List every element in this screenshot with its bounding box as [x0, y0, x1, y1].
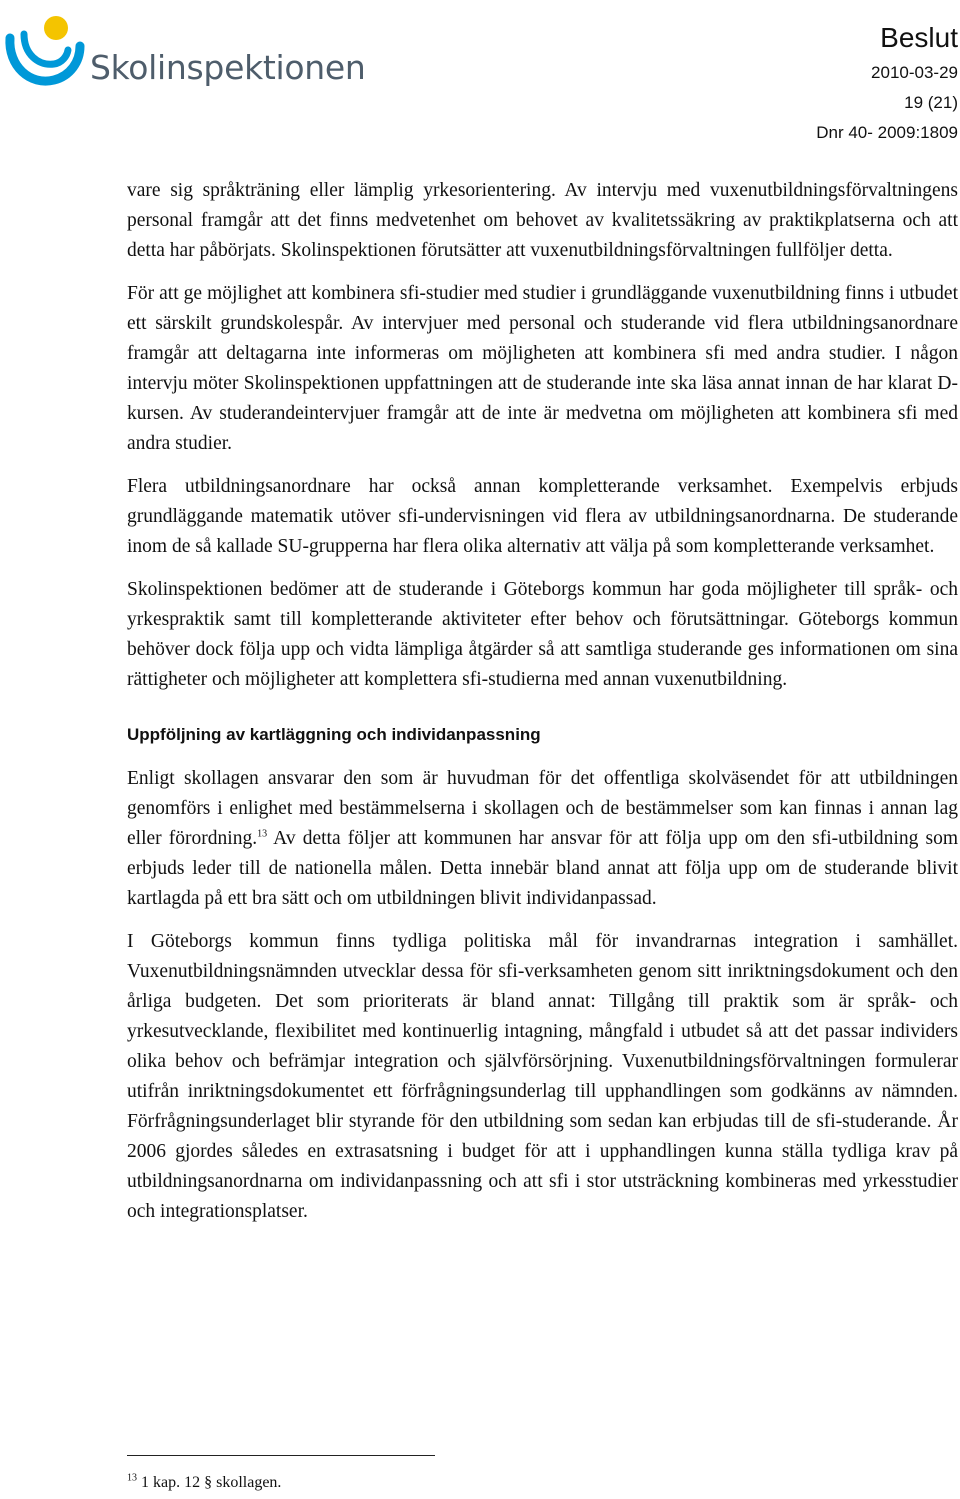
- paragraph-2: För att ge möjlighet att kombinera sfi-studier med studier i grundläggande vuxenutbildning finns i utbudet ett särskilt grundskolespår. Av intervjuer med personal och studerande vid flera utbildningsanordnare framgår att deltagarna inte informeras om möjligheten att kombinera sfi med andra studier. I någon intervju möter Skolinspektionen uppfattningen att de studerande inte ska läsa annat innan de har klarat D-kursen. Av studerandeintervjuer framgår att de inte är medvetna om möjligheten att kombinera sfi med andra studier.: [127, 283, 958, 454]
- logo-arc: [10, 38, 80, 81]
- skolinspektionen-logo: [4, 4, 366, 94]
- footnote-reference[interactable]: 13: [257, 828, 268, 840]
- registration-number: Dnr 40- 2009:1809: [816, 123, 958, 142]
- logo-mark-icon: [4, 4, 104, 94]
- logo-dot: [44, 16, 68, 40]
- paragraph-6: I Göteborgs kommun finns tydliga politiska mål för invandrarnas integration i samhället. Vuxenutbildningsnämnden utvecklar dessa för sfi-verksamheten genom sitt inriktningsdokument och den årliga budgeten. Det som prioriterats är bland annat: Tillgång till praktik som är språk- och yrkesutvecklande, flexibilitet med kontinuerlig intagning, mångfald i utbudet så att det passar individers olika behov och befrämjar integration och självförsörjning. Vuxenutbildningsförvaltningen formulerar utifrån inriktningsdokumentet ett förfrågningsunderlag till upphandlingen som godkänns av nämnden. Förfrågningsunderlaget blir styrande för den utbildning som sedan kan erbjudas till de sfi-studerande. År 2006 gjordes således en extrasatsning i budget för att i upphandlingen kunna ställa tydliga krav på utbildningsanordnarna om individanpassning och att sfi i stor utsträckning kombineras med yrkesstudier och integrationsplatser.: [127, 931, 958, 1222]
- section-heading: Uppföljning av kartläggning och individanpassning: [127, 725, 541, 744]
- page-number: 19 (21): [904, 93, 958, 112]
- footnote: [127, 1472, 281, 1494]
- footnote-text: 1 kap. 12 § skollagen.: [137, 1474, 282, 1491]
- paragraph-4: Skolinspektionen bedömer att de studerande i Göteborgs kommun har goda möjligheter till språk- och yrkespraktik samt till kompletterande aktiviteter efter behov och förutsättningar. Göteborgs kommun behöver dock följa upp och vidta lämpliga åtgärder så att samtliga studerande ges informationen om sina rättigheter och möjligheter att komplettera sfi-studierna med annan vuxenutbildning.: [127, 579, 958, 690]
- paragraph-5: [127, 764, 958, 914]
- document-body: [127, 176, 958, 1240]
- paragraph-5-part-b: Av detta följer att kommunen har ansvar för att följa upp om den sfi-utbildning som erbjuds leder till de nationella målen. Detta innebär bland annat att följa upp om de studerande blivit kartlagda på ett bra sätt och om utbildningen blivit individanpassad.: [127, 828, 958, 909]
- paragraph-5-part-a: Enligt skollagen ansvarar den som är huvudman för det offentliga skolväsendet för att utbildningen genomförs i enlighet med bestämmelserna i skollagen och de bestämmelser som kan finnas i annan lag eller förordning.: [127, 768, 958, 849]
- footnote-number: 13: [127, 1472, 137, 1484]
- document-meta: [816, 20, 958, 148]
- logo-wordmark: Skolinspektionen: [90, 48, 366, 87]
- paragraph-3: Flera utbildningsanordnare har också annan kompletterande verksamhet. Exempelvis erbjuds grundläggande matematik utöver sfi-undervisningen vid flera av utbildningsanordnarna. De studerande inom de så kallade SU-grupperna har flera olika alternativ att välja på som kompletterande verksamhet.: [127, 476, 958, 557]
- footnote-divider: [127, 1455, 435, 1456]
- paragraph-1: vare sig språkträning eller lämplig yrkesorientering. Av intervju med vuxenutbildningsförvaltningens personal framgår att det finns medvetenhet om behovet av kvalitetssäkring av praktikplatserna och att detta har påbörjats. Skolinspektionen förutsätter att vuxenutbildningsförvaltningen fullföljer detta.: [127, 180, 958, 261]
- document-date: 2010-03-29: [871, 63, 958, 82]
- document-type: Beslut: [880, 22, 958, 53]
